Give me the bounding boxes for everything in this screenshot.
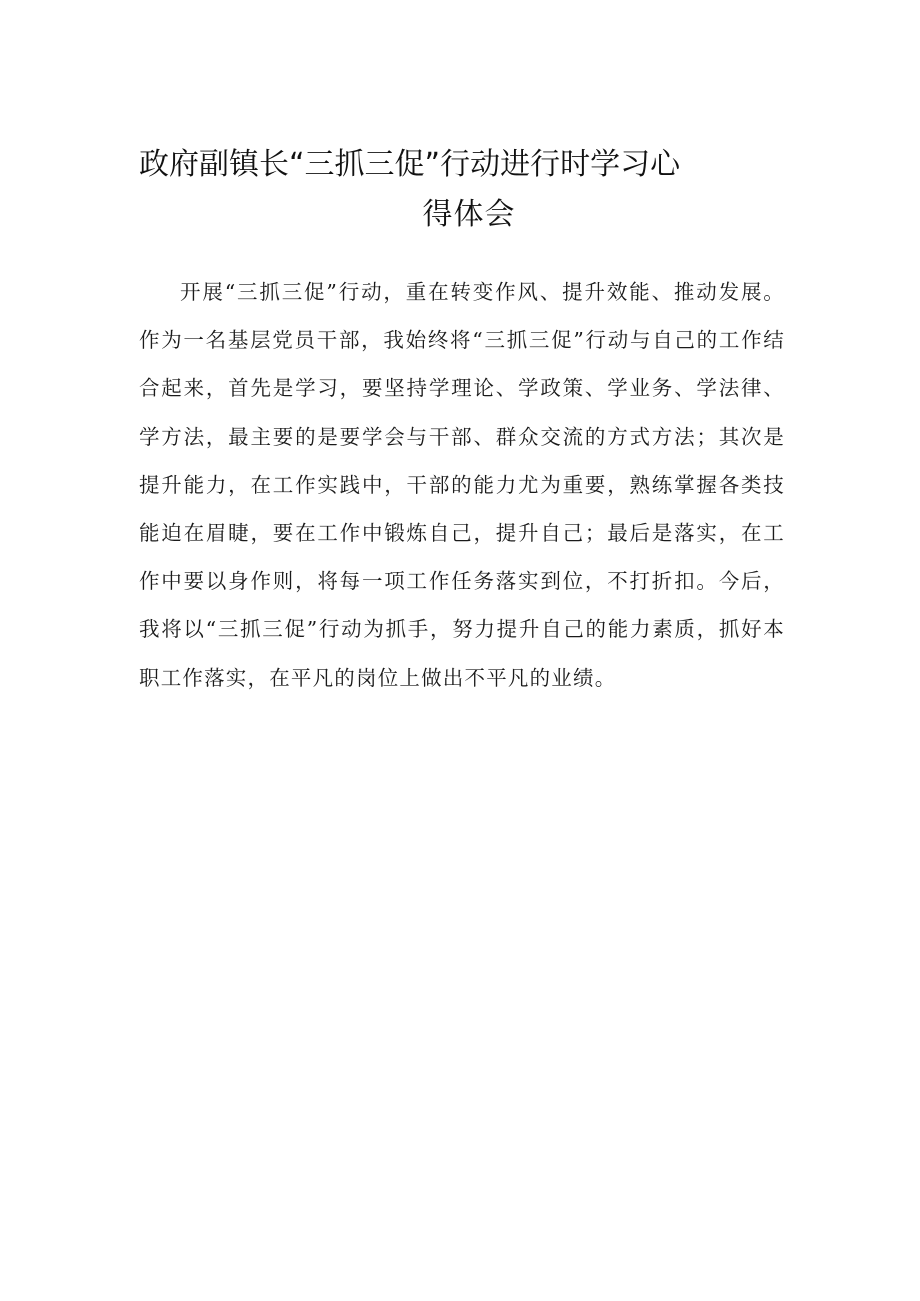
document-title-line-2: 得体会 xyxy=(422,197,516,232)
document-title xyxy=(139,140,799,240)
document-title-line-1: 政府副镇长“三抓三促”行动进行时学习心 xyxy=(139,147,681,182)
document-body-paragraph: 开展“三抓三促”行动，重在转变作风、提升效能、推动发展。作为一名基层党员干部，我始终将“三抓三促”行动与自己的工作结合起来，首先是学习，要坚持学理论、学政策、学业务、学法律、学方法，最主要的是要学会与干部、群众交流的方式方法；其次是提升能力，在工作实践中，干部的能力尤为重要，熟练掌握各类技能迫在眉睫，要在工作中锻炼自己，提升自己；最后是落实，在工作中要以身作则，将每一项工作任务落实到位，不打折扣。今后，我将以“三抓三促”行动为抓手，努力提升自己的能力素质，抓好本职工作落实，在平凡的岗位上做出不平凡的业绩。 xyxy=(139,280,785,690)
